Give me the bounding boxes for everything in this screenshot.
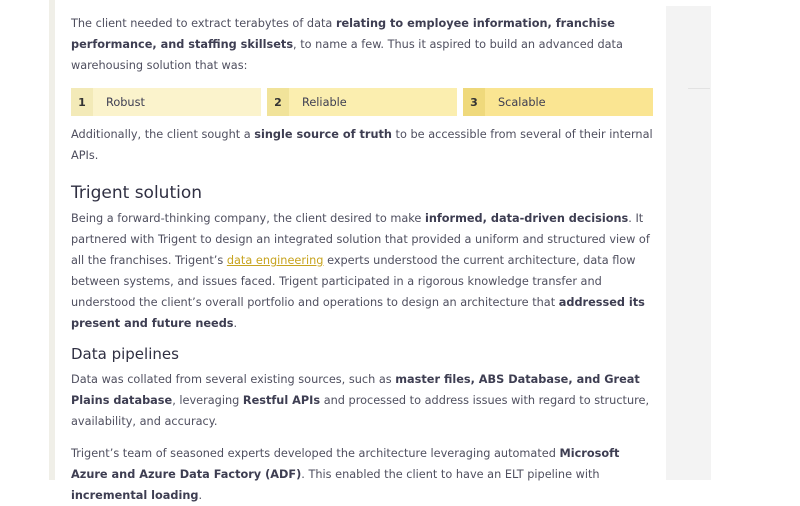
feature-scalable	[463, 88, 653, 116]
solution-paragraph: Being a forward-thinking company, the client desired to make informed, data-driven decisions. It partnered with Trigent to design an integrated solution that provided a uniform and structured view of all the franchises. Trigent’s data engineering experts understood the current architecture, data flow between systems, and issues faced. Trigent participated in a rigorous knowledge transfer and understood the client’s overall portfolio and operations to design an architecture that addressed its present and future needs.	[71, 212, 650, 330]
feature-label: Reliable	[302, 95, 347, 109]
additional-paragraph: Additionally, the client sought a single source of truth to be accessible from several of their internal APIs.	[71, 128, 653, 162]
feature-label: Robust	[106, 95, 145, 109]
article-content	[71, 10, 653, 506]
feature-reliable	[267, 88, 457, 116]
pipelines-heading: Data pipelines	[71, 345, 179, 363]
pipelines-paragraph: Data was collated from several existing sources, such as master files, ABS Database, and Great Plains database, leveraging Restful APIs and processed to address issues with regard to structure, availability, and accuracy.	[71, 373, 650, 428]
right-sidebar-divider	[688, 88, 710, 89]
solution-heading: Trigent solution	[71, 183, 203, 203]
left-border	[49, 0, 55, 480]
feature-number: 2	[267, 88, 289, 116]
data-engineering-link[interactable]: data engineering	[226, 254, 324, 267]
feature-number: 1	[71, 88, 93, 116]
feature-robust	[71, 88, 261, 116]
team-paragraph: Trigent’s team of seasoned experts developed the architecture leveraging automated Microsoft Azure and Azure Data Factory (ADF). This enabled the client to have an ELT pipeline with incremental loading.	[71, 447, 620, 502]
feature-number: 3	[463, 88, 485, 116]
right-sidebar	[666, 6, 711, 480]
intro-highlight: relating to employee information, franchise performance, and staffing skillsets	[71, 17, 615, 51]
feature-label: Scalable	[498, 95, 546, 109]
feature-list	[71, 88, 653, 116]
intro-paragraph: The client needed to extract terabytes of data relating to employee information, franchise performance, and staffing skillsets, to name a few. Thus it aspired to build an advanced data warehousing solution that was:	[71, 17, 623, 72]
